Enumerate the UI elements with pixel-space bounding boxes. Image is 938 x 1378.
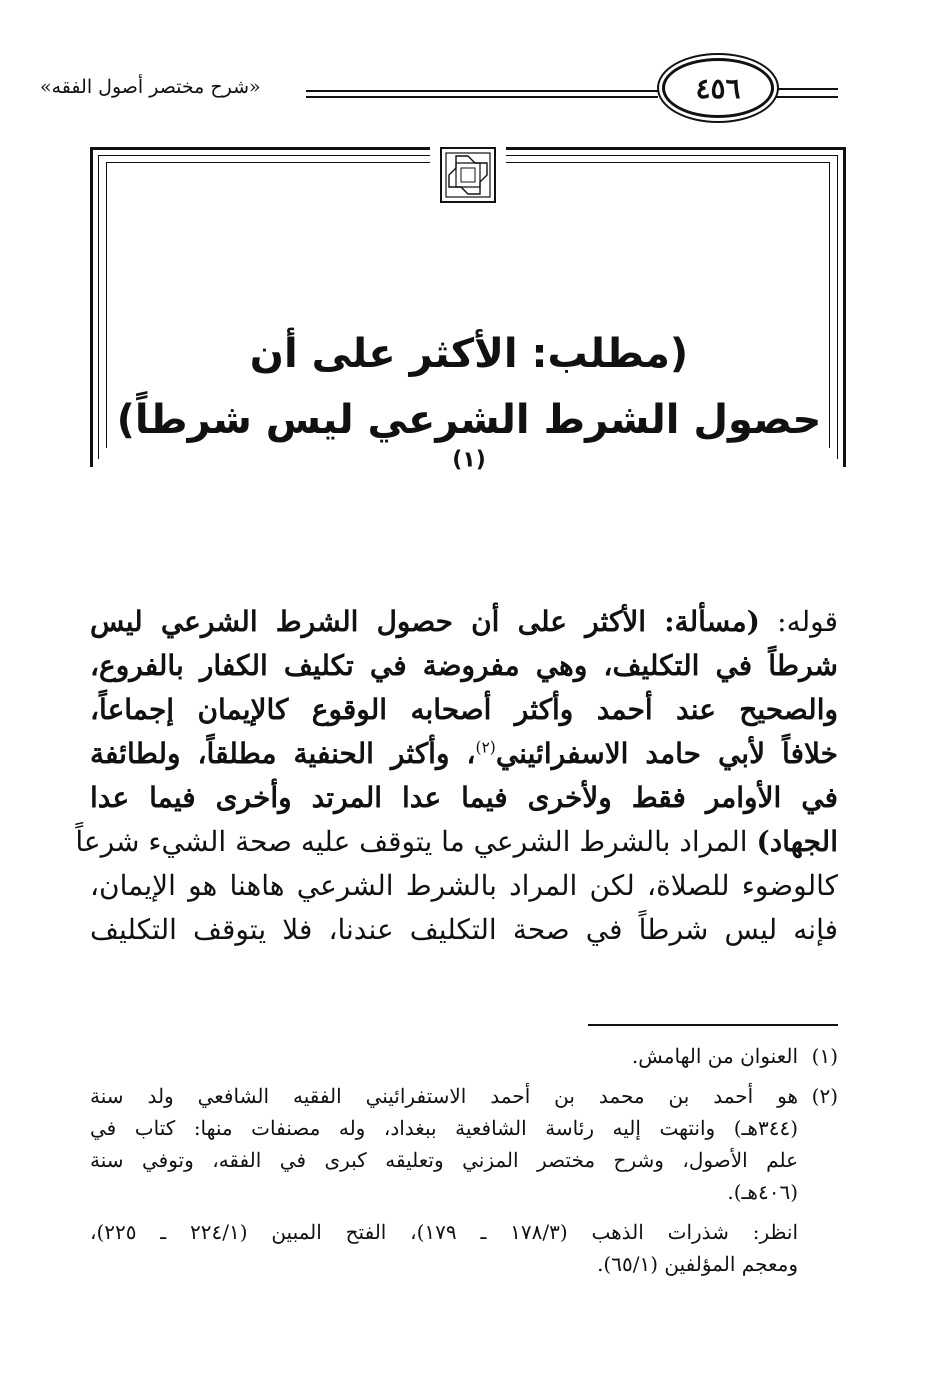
body-text-segment: والصحيح عند أحمد وأكثر أصحابه الوقوع كالإيمان إجماعاً، <box>90 693 838 726</box>
footnote-gap <box>90 1208 838 1216</box>
footnotes <box>90 1040 838 1288</box>
footnote-number: (١) <box>811 1044 838 1068</box>
footnote-line: (٤٠٦هـ). <box>727 1180 798 1204</box>
frame-top-right-outer <box>506 147 846 150</box>
frame-left-outer <box>90 147 93 467</box>
body-text-segment: ، وأكثر الحنفية مطلقاً، ولطائفة <box>90 737 476 770</box>
body-line <box>90 644 838 688</box>
footnote-text: العنوان من الهامش. <box>631 1044 798 1068</box>
footnote-line <box>90 1040 838 1072</box>
frame-top-left-outer <box>90 147 430 150</box>
footnote-item <box>90 1080 838 1208</box>
footnote-separator <box>588 1024 838 1026</box>
footnote-number: (٢) <box>811 1084 838 1108</box>
header-rule-left-bottom <box>306 96 658 98</box>
ornament-icon <box>437 144 499 206</box>
body-text-segment: خلافاً لأبي حامد الاسفرائيني <box>495 737 838 770</box>
body-text-segment: قوله: <box>759 605 838 638</box>
frame-top-left-inner2 <box>106 162 430 163</box>
body-text-segment: في الأوامر فقط ولأخرى فيما عدا المرتد وأخرى فيما عدا <box>90 781 838 814</box>
body-text <box>75 600 838 952</box>
body-text-segment: كالوضوء للصلاة، لكن المراد بالشرط الشرعي هاهنا هو الإيمان، <box>90 869 838 902</box>
frame-top-left-inner <box>98 155 430 156</box>
section-title-line-1: (مطلب: الأكثر على أن <box>249 331 689 377</box>
footnote-text: انظر: شذرات الذهب (١٧٨/٣ ـ ١٧٩)، الفتح المبين (٢٢٤/١ ـ ٢٢٥)، <box>90 1220 799 1244</box>
footnote-item <box>90 1040 838 1072</box>
footnote-line <box>90 1216 838 1248</box>
frame-top-right-inner <box>506 155 838 156</box>
frame-right-outer <box>843 147 846 467</box>
body-line <box>90 688 838 732</box>
footnote-line: ومعجم المؤلفين (٦٥/١). <box>597 1252 798 1276</box>
body-text-segment: شرطاً في التكليف، وهي مفروضة في تكليف الكفار بالفروع، <box>90 649 838 682</box>
body-line <box>90 600 838 644</box>
footnote-marker: (٢) <box>475 738 496 757</box>
page-number: ٤٥٦ <box>662 58 774 118</box>
title-footnote-marker: (١) <box>452 447 486 473</box>
header-rule-right-bottom <box>772 96 838 98</box>
body-text-segment: الجهاد) <box>756 825 838 858</box>
frame-left-inner <box>98 155 99 459</box>
footnote-line: علم الأصول، وشرح مختصر المزني وتعليقه كبرى في الفقه، وتوفي سنة <box>90 1148 798 1172</box>
footnote-line: (٣٤٤هـ) وانتهت إليه رئاسة الشافعية ببغداد، وله مصنفات منها: كتاب في <box>90 1116 798 1140</box>
section-title-line-2 <box>100 396 838 492</box>
body-line <box>90 908 838 952</box>
running-header-title: «شرح مختصر أصول الفقه» <box>40 76 261 98</box>
footnote-item <box>90 1216 838 1280</box>
body-text-segment: (مسألة: الأكثر على أن حصول الشرط الشرعي ليس <box>90 605 760 638</box>
header-rule-right-top <box>772 88 838 90</box>
section-title-line-2-text: حصول الشرط الشرعي ليس شرطاً) <box>116 397 822 443</box>
footnote-text: هو أحمد بن محمد بن أحمد الاستفرائيني الفقيه الشافعي ولد سنة <box>90 1084 798 1108</box>
body-line <box>75 820 838 864</box>
footnote-gap <box>90 1072 838 1080</box>
body-text-segment: المراد بالشرط الشرعي ما يتوقف عليه صحة الشيء شرعاً <box>75 825 757 858</box>
footnote-line <box>90 1080 838 1112</box>
footnote-gap <box>90 1280 838 1288</box>
body-line <box>90 776 838 820</box>
body-text-segment: فإنه ليس شرطاً في صحة التكليف عندنا، فلا يتوقف التكليف <box>90 913 838 946</box>
body-line <box>90 864 838 908</box>
body-line <box>90 732 838 776</box>
frame-top-right-inner2 <box>506 162 830 163</box>
header-rule-left-top <box>306 90 658 92</box>
